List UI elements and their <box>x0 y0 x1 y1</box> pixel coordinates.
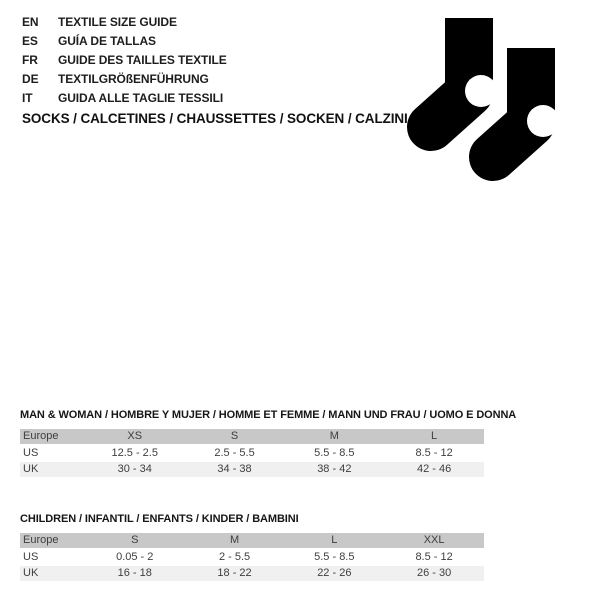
size-value: 8.5 - 12 <box>415 446 453 459</box>
header-cell-size: L <box>331 534 338 546</box>
table-header-row <box>20 429 484 444</box>
language-label: GUIDE DES TAILLES TEXTILE <box>58 53 227 67</box>
row-label: UK <box>23 463 39 475</box>
header-cell-size: XXL <box>423 534 445 546</box>
size-table-children <box>20 512 484 583</box>
sock-front <box>493 48 559 157</box>
row-label: US <box>23 446 39 459</box>
size-value: 26 - 30 <box>416 567 452 579</box>
socks-icon <box>405 10 565 185</box>
size-value: 2.5 - 5.5 <box>214 446 255 459</box>
header-cell-region: Europe <box>23 430 59 442</box>
category-heading: SOCKS / CALCETINES / CHAUSSETTES / SOCKEN / CALZINI <box>22 111 408 126</box>
table-title: CHILDREN / INFANTIL / ENFANTS / KINDER / BAMBINI <box>20 513 299 525</box>
language-row-es <box>22 32 227 51</box>
language-code: FR <box>22 53 38 67</box>
language-row-it <box>22 89 227 108</box>
language-list <box>22 13 227 108</box>
header-cell-size: S <box>230 430 239 442</box>
table-header-row <box>20 533 484 548</box>
table-row-us <box>20 446 484 461</box>
language-label: TEXTILGRÖßENFÜHRUNG <box>58 72 209 86</box>
sock-back <box>431 18 497 127</box>
table-title: MAN & WOMAN / HOMBRE Y MUJER / HOMME ET FEMME / MANN UND FRAU / UOMO E DONNA <box>20 409 517 421</box>
language-row-de <box>22 70 227 89</box>
size-value: 12.5 - 2.5 <box>111 446 158 459</box>
size-value: 8.5 - 12 <box>415 550 453 563</box>
size-table-man-woman <box>20 408 517 479</box>
size-value: 16 - 18 <box>117 567 152 579</box>
header-cell-size: M <box>329 430 339 442</box>
header-cell-size: S <box>131 534 139 546</box>
size-value: 18 - 22 <box>217 567 252 579</box>
size-value: 0.05 - 2 <box>116 550 154 563</box>
size-value: 5.5 - 8.5 <box>314 446 355 459</box>
size-value: 2 - 5.5 <box>218 550 251 563</box>
header-cell-size: XS <box>127 430 143 442</box>
row-label: UK <box>23 567 39 579</box>
language-code: EN <box>22 15 39 29</box>
row-label: US <box>23 550 39 563</box>
language-code: IT <box>22 91 33 105</box>
header-cell-region: Europe <box>23 534 59 546</box>
language-row-fr <box>22 51 227 70</box>
language-label: GUÍA DE TALLAS <box>58 34 156 48</box>
table-row-uk <box>20 462 484 477</box>
header-cell-size: M <box>229 534 240 546</box>
header-cell-size: L <box>431 430 438 442</box>
language-code: DE <box>22 72 39 86</box>
size-value: 34 - 38 <box>217 463 252 475</box>
size-value: 42 - 46 <box>416 463 452 475</box>
size-value: 5.5 - 8.5 <box>314 550 355 563</box>
size-value: 30 - 34 <box>117 463 152 475</box>
language-code: ES <box>22 34 38 48</box>
table-row-uk <box>20 566 484 581</box>
language-row-en <box>22 13 227 32</box>
language-label: GUIDA ALLE TAGLIE TESSILI <box>58 91 224 105</box>
size-value: 22 - 26 <box>317 567 352 579</box>
size-value: 38 - 42 <box>317 463 352 475</box>
table-row-us <box>20 550 484 565</box>
language-label: TEXTILE SIZE GUIDE <box>58 15 177 29</box>
